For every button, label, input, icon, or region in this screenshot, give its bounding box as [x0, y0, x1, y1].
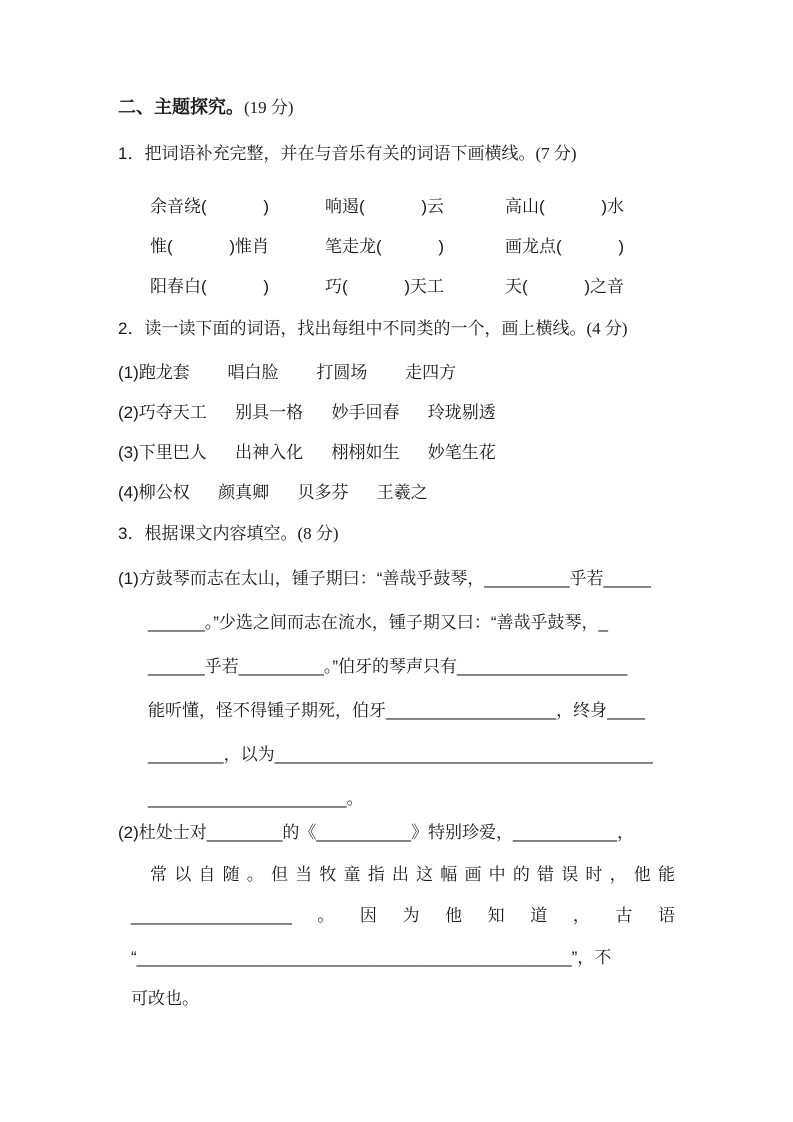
q2-group-3: (3)下里巴人 出神入化 栩栩如生 妙笔生花 [118, 443, 496, 462]
q1-score: (7 分) [535, 144, 577, 163]
q3-item2 [118, 822, 675, 1030]
q3-title: 3．根据课文内容填空。 [118, 524, 298, 543]
q3-item1 [118, 568, 675, 832]
q3-item2-line-1: (2)杜处士对________的《__________》特别珍爱，___________， [118, 823, 634, 842]
q2-group-1: (1)跑龙套 唱白脸 打圆场 走四方 [118, 363, 457, 382]
q1-word-cell: 阳春白( ) [150, 277, 269, 296]
q2-group-2: (2)巧夺天工 别具一格 妙手回春 玲珑剔透 [118, 403, 496, 422]
q1-word-grid [150, 196, 624, 316]
q1-word-cell: 画龙点( ) [505, 237, 624, 256]
q1-word-cell: 惟( )惟肖 [150, 237, 269, 256]
section-header [118, 96, 675, 119]
q3-item2-line-4: “______________________________________________”，不 [131, 947, 612, 967]
q1-word-cell: 高山( )水 [505, 197, 624, 216]
q3-item1-line-2: ______。”少选之间而志在流水，锺子期又曰：“善哉乎鼓琴，_ [148, 613, 609, 632]
q2-group-4: (4)柳公权 颜真卿 贝多芬 王羲之 [118, 483, 428, 502]
q3-item1-line-1: (1)方鼓琴而志在太山，锺子期曰：“善哉乎鼓琴，_________乎若_____ [118, 569, 651, 588]
q3-item2-line-2: 常以自随。但当牧童指出这幅画中的错误时，他能 [150, 864, 675, 884]
q1-word-cell: 响遏( )云 [325, 197, 444, 216]
section-score: (19 分) [244, 98, 294, 117]
q1-word-cell: 天( )之音 [505, 277, 624, 296]
q3-score: (8 分) [297, 524, 339, 543]
q3-item1-line-5: ________，以为________________________________________ [148, 745, 653, 764]
q3-header [118, 523, 675, 545]
q2-score: (4 分) [586, 319, 628, 338]
q3-item2-line-3: _________________。因为他知道，古语 [131, 906, 675, 925]
q2-title: 2．读一读下面的词语，找出每组中不同类的一个，画上横线。 [118, 319, 587, 338]
q2-header [118, 318, 675, 340]
q1-word-cell: 笔走龙( ) [325, 237, 444, 256]
q3-item1-line-6: _____________________。 [148, 789, 364, 808]
q3-item1-line-4: 能听懂，怪不得锺子期死，伯牙__________________，终身____ [148, 701, 646, 720]
q1-title: 1．把词语补充完整，并在与音乐有关的词语下画横线。 [118, 144, 536, 163]
q1-word-cell: 余音绕( ) [150, 197, 269, 216]
q3-item1-line-3: ______乎若_________。”伯牙的琴声只有__________________ [148, 657, 628, 676]
q1-word-cell: 巧( )天工 [325, 277, 444, 296]
q3-item2-line-5: 可改也。 [131, 989, 199, 1008]
q1-header [118, 143, 675, 165]
q2-word-groups [118, 362, 675, 522]
section-title: 二、主题探究。 [118, 97, 244, 117]
